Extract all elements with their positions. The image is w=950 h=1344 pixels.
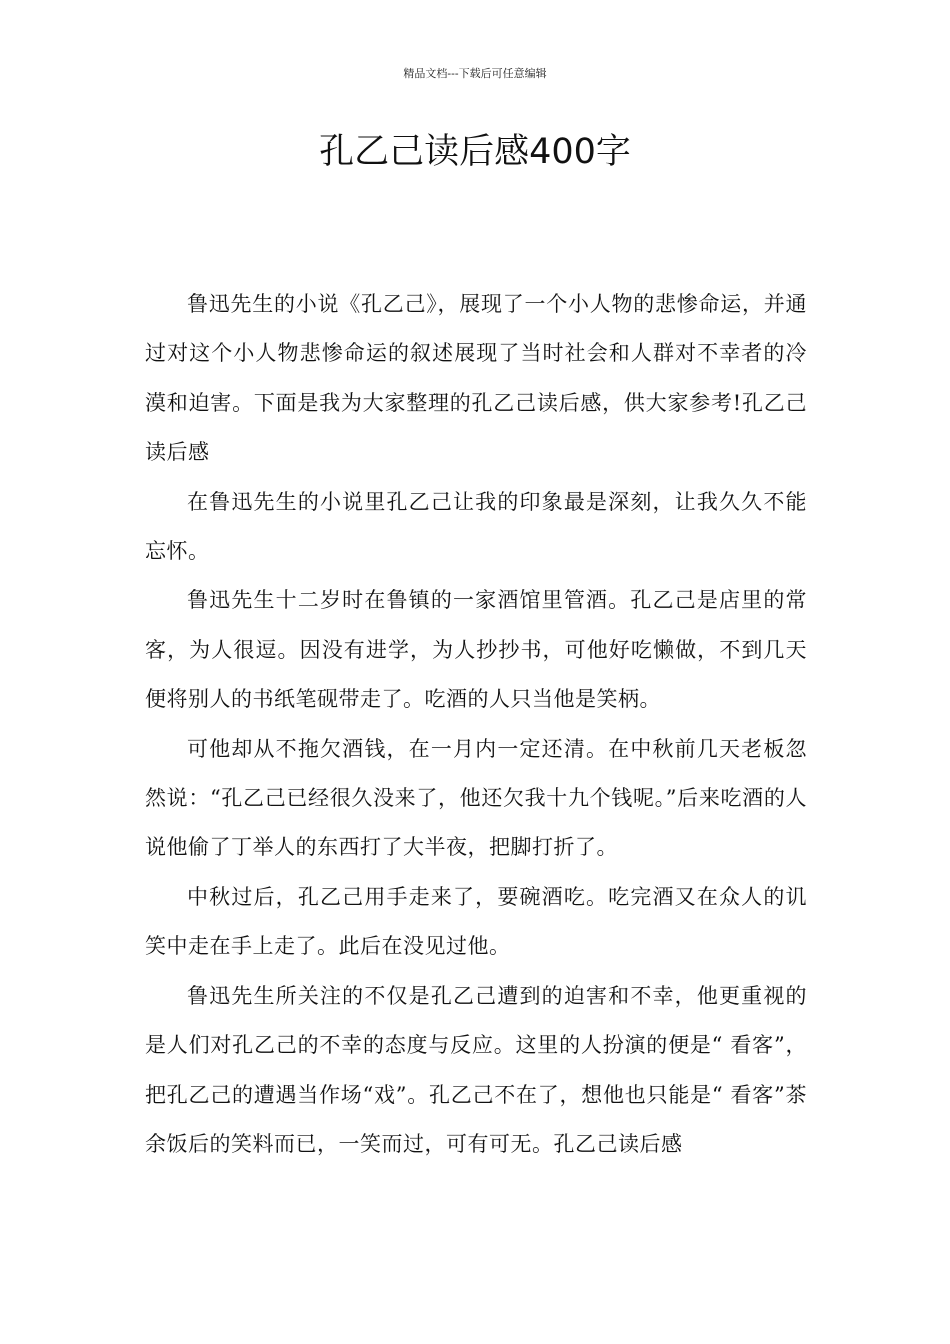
paragraph-1: 鲁迅先生的小说《孔乙己》，展现了一个小人物的悲惨命运，并通过对这个小人物悲惨命运的叙述展现了当时社会和人群对不幸者的冷漠和迫害。下面是我为大家整理的孔乙己读后感，供大家参考!孔乙己读后感 <box>145 292 807 465</box>
paragraph-4: 可他却从不拖欠酒钱，在一月内一定还清。在中秋前几天老板忽然说：“孔乙己已经很久没来了，他还欠我十九个钱呢。”后来吃酒的人说他偷了丁举人的东西打了大半夜，把脚打折了。 <box>145 736 807 860</box>
paragraph-3: 鲁迅先生十二岁时在鲁镇的一家酒馆里管酒。孔乙己是店里的常客，为人很逗。因没有进学，为人抄抄书，可他好吃懒做，不到几天便将别人的书纸笔砚带走了。吃酒的人只当他是笑柄。 <box>145 588 807 712</box>
document-body <box>145 280 807 1169</box>
paragraph-6: 鲁迅先生所关注的不仅是孔乙己遭到的迫害和不幸，他更重视的是人们对孔乙己的不幸的态度与反应。这里的人扮演的便是“ 看客”，把孔乙己的遭遇当作场“戏”。孔乙己不在了，想他也只能是“ 看客”茶余饭后的笑料而已，一笑而过，可有可无。孔乙己读后感 <box>145 983 807 1156</box>
paragraph-2: 在鲁迅先生的小说里孔乙己让我的印象最是深刻，让我久久不能忘怀。 <box>145 489 807 564</box>
document-title: 孔乙己读后感400字 <box>319 132 631 172</box>
paragraph-5: 中秋过后，孔乙己用手走来了，要碗酒吃。吃完酒又在众人的讥笑中走在手上走了。此后在没见过他。 <box>145 884 807 959</box>
header-note: 精品文档---下载后可任意编辑 <box>403 67 547 80</box>
